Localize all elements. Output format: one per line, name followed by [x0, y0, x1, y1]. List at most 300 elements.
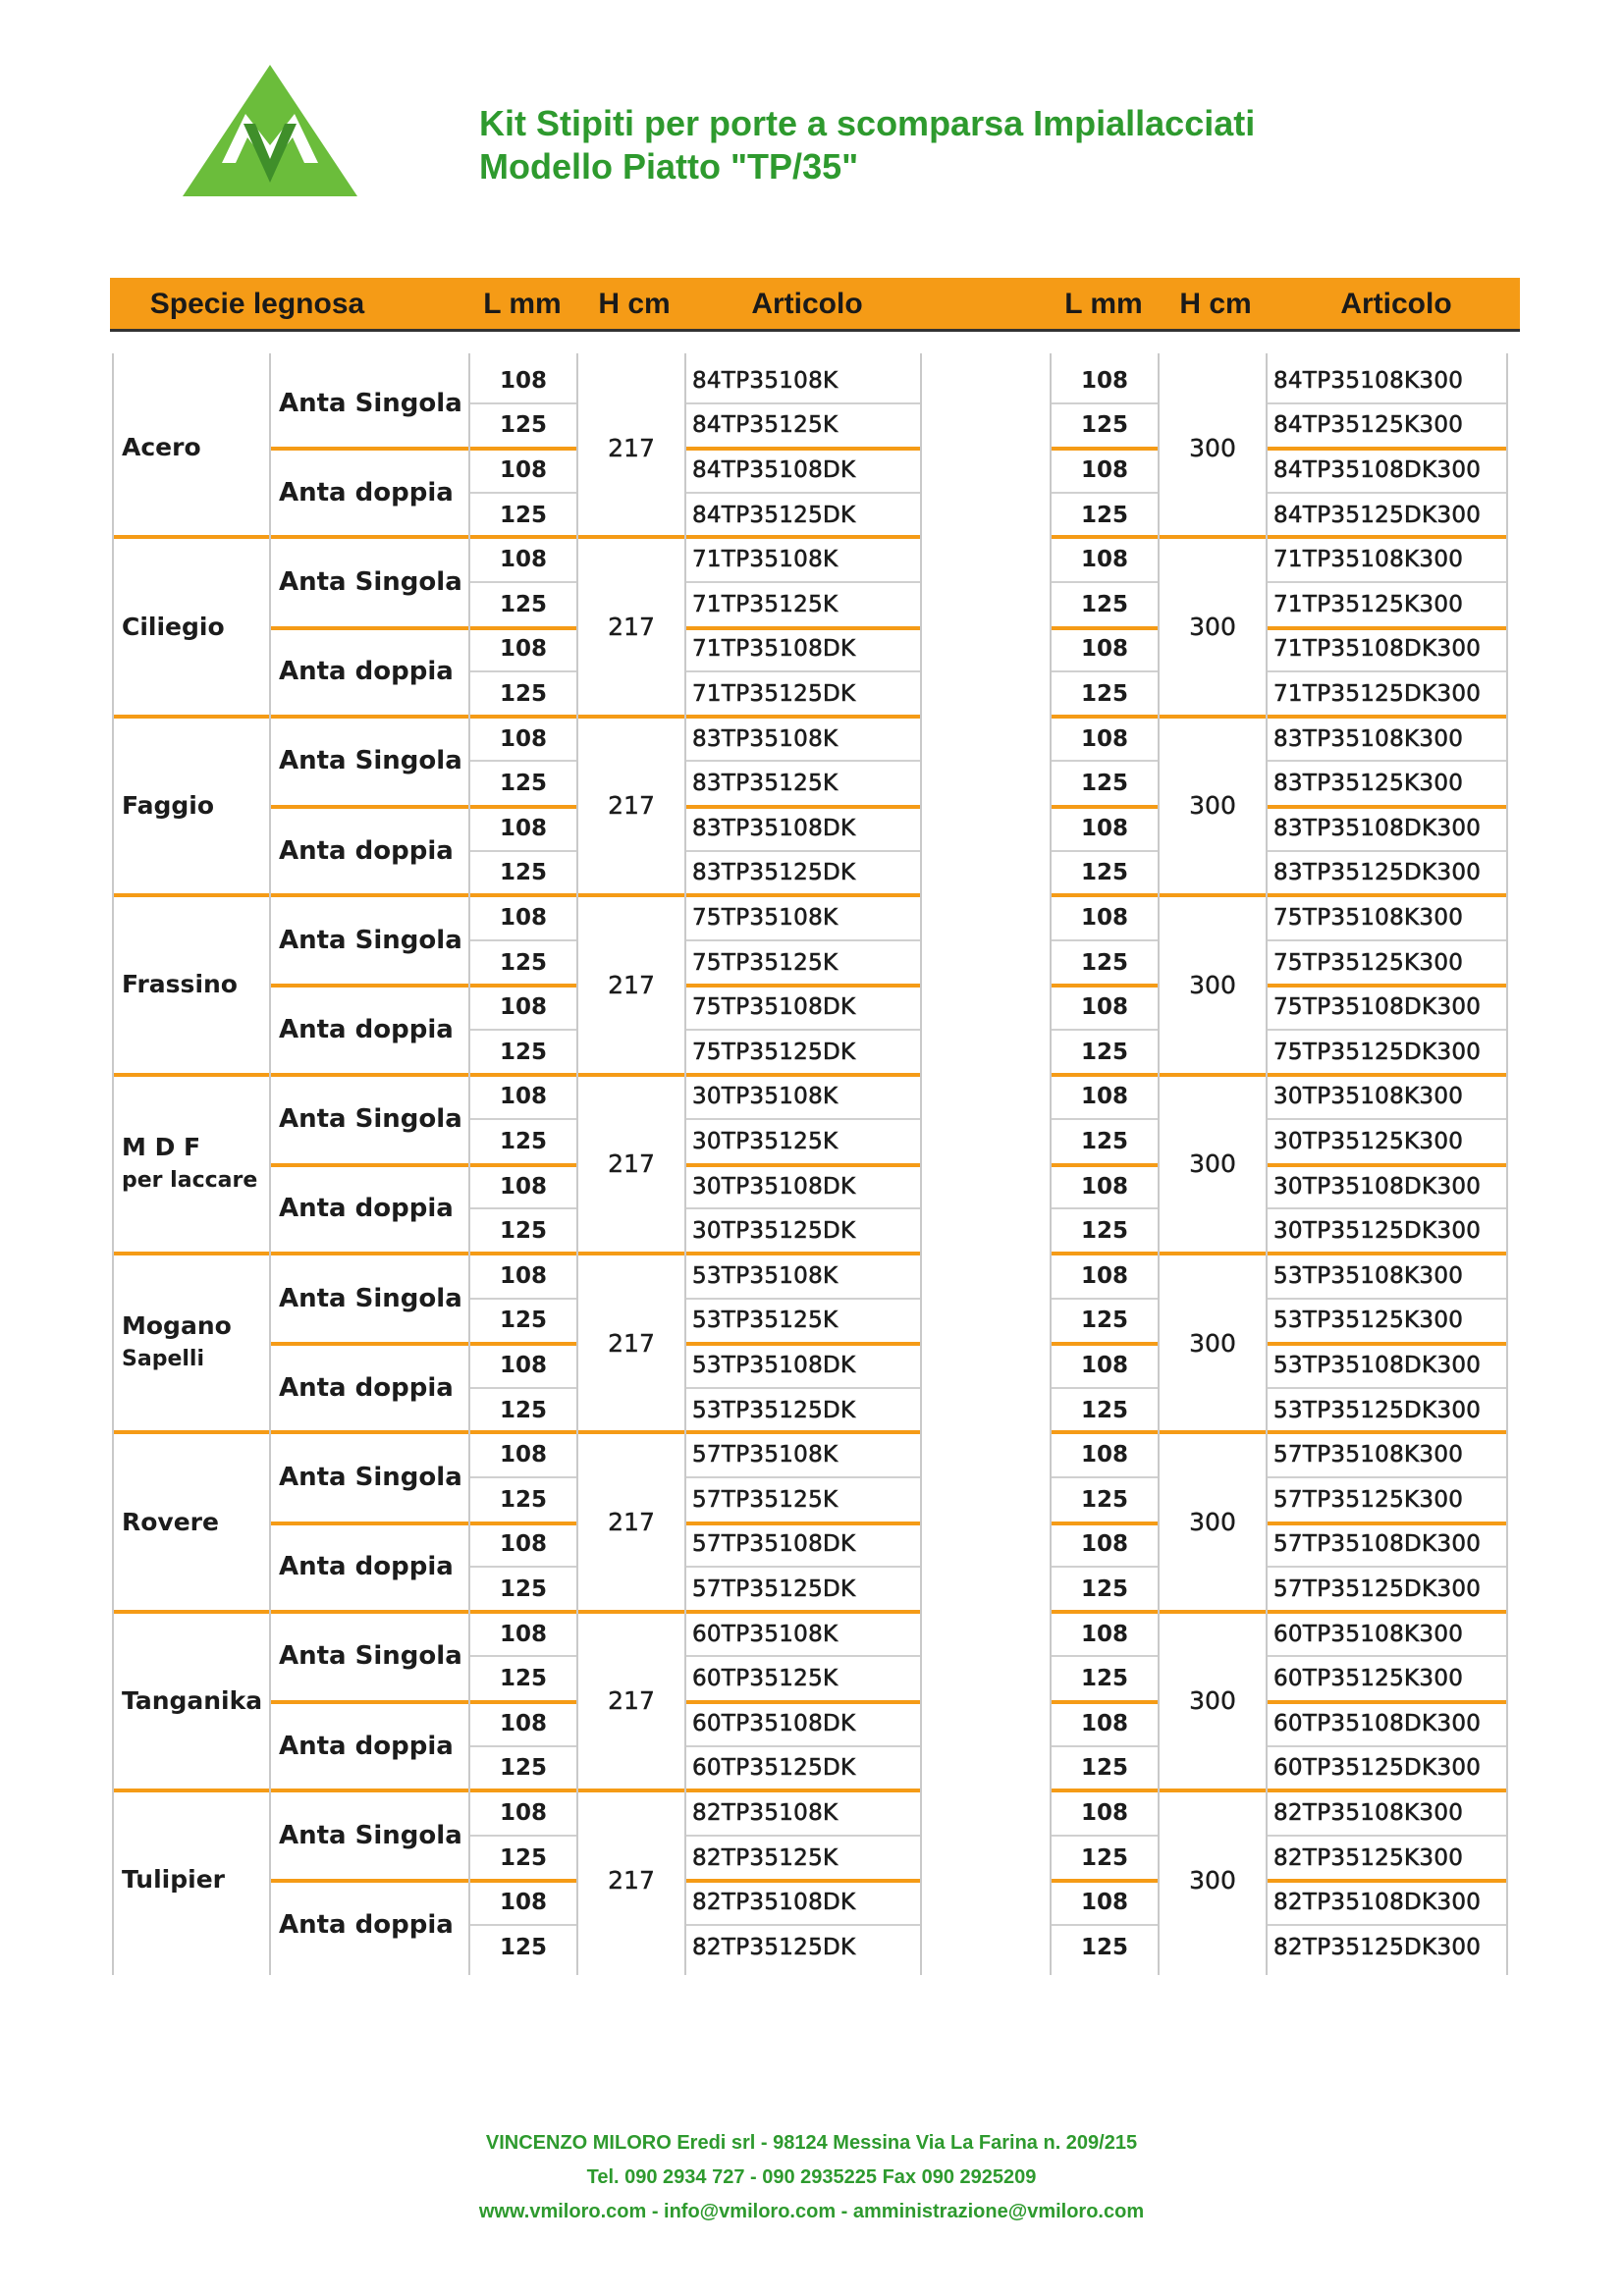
- door-type-single: Anta Singola: [279, 388, 462, 418]
- species-cell: [113, 1790, 270, 1969]
- species-name: Faggio: [122, 790, 215, 820]
- header-h-cm-217: H cm: [598, 288, 671, 320]
- row-divider: [1267, 1298, 1507, 1300]
- row-divider: [1051, 626, 1159, 630]
- row-divider: [685, 1029, 921, 1031]
- article-code: 75TP35108K: [692, 904, 839, 931]
- group-divider: [1051, 1252, 1507, 1255]
- height-300: 300: [1189, 433, 1236, 462]
- door-type-single: Anta Singola: [279, 566, 462, 597]
- row-divider: [469, 581, 577, 583]
- header-l-mm-300: L mm: [1064, 288, 1143, 320]
- species-cell: [113, 1432, 270, 1611]
- row-divider: [270, 984, 577, 988]
- width-cell: 108: [1080, 1890, 1128, 1916]
- column-divider: [468, 353, 470, 1975]
- width-cell: 125: [1080, 1486, 1128, 1513]
- height-300: 300: [1189, 613, 1236, 642]
- height-217: 217: [608, 613, 655, 642]
- row-divider: [1267, 402, 1507, 404]
- row-divider: [1267, 670, 1507, 672]
- width-cell: 125: [499, 860, 547, 886]
- height-300: 300: [1189, 1328, 1236, 1358]
- article-code: 60TP35108DK300: [1273, 1710, 1482, 1736]
- article-code: 71TP35108K300: [1273, 547, 1464, 573]
- article-code: 60TP35108DK: [692, 1710, 856, 1736]
- column-divider: [920, 353, 922, 1975]
- width-cell: 125: [499, 1844, 547, 1871]
- row-divider: [685, 939, 921, 941]
- row-divider: [1267, 1342, 1507, 1346]
- article-code: 75TP35108K300: [1273, 904, 1464, 931]
- width-cell: 125: [1080, 1934, 1128, 1960]
- article-code: 53TP35108DK300: [1273, 1352, 1482, 1378]
- header-species: Specie legnosa: [149, 288, 365, 320]
- door-type-double: Anta doppia: [279, 1552, 454, 1582]
- width-cell: 108: [499, 904, 547, 931]
- group-divider: [113, 1073, 921, 1077]
- width-cell: 108: [1080, 1621, 1128, 1647]
- article-code: 82TP35125DK: [692, 1934, 856, 1960]
- species-name: Tanganika: [122, 1685, 263, 1715]
- row-divider: [685, 1879, 921, 1883]
- width-cell: 125: [1080, 949, 1128, 976]
- door-type-double: Anta doppia: [279, 657, 454, 687]
- article-code: 75TP35125K300: [1273, 949, 1464, 976]
- row-divider: [1267, 1879, 1507, 1883]
- article-code: 84TP35125K: [692, 412, 839, 439]
- article-code: 83TP35125DK300: [1273, 860, 1482, 886]
- door-type-double: Anta doppia: [279, 1372, 454, 1403]
- width-cell: 125: [499, 1934, 547, 1960]
- row-divider: [685, 1298, 921, 1300]
- row-divider: [1051, 1924, 1159, 1926]
- species-name: Acero: [122, 433, 201, 462]
- row-divider: [1051, 1522, 1159, 1525]
- row-divider: [1051, 1387, 1159, 1389]
- row-divider: [685, 581, 921, 583]
- width-cell: 108: [499, 367, 547, 394]
- group-divider: [113, 535, 921, 539]
- row-divider: [685, 1700, 921, 1704]
- row-divider: [469, 1387, 577, 1389]
- species-subname: per laccare: [122, 1167, 258, 1193]
- door-type-single: Anta Singola: [279, 1104, 462, 1135]
- row-divider: [1051, 939, 1159, 941]
- row-divider: [469, 402, 577, 404]
- width-cell: 125: [499, 771, 547, 797]
- article-code: 84TP35125DK: [692, 502, 856, 528]
- article-code: 53TP35125DK: [692, 1397, 856, 1423]
- header-l-mm-217: L mm: [483, 288, 562, 320]
- row-divider: [1051, 492, 1159, 494]
- width-cell: 108: [499, 994, 547, 1021]
- row-divider: [1267, 850, 1507, 852]
- door-type-double: Anta doppia: [279, 1731, 454, 1761]
- width-cell: 108: [499, 547, 547, 573]
- row-divider: [1051, 1342, 1159, 1346]
- width-cell: 125: [499, 412, 547, 439]
- article-code: 57TP35125DK300: [1273, 1575, 1482, 1602]
- row-divider: [1051, 1879, 1159, 1883]
- door-type-single: Anta Singola: [279, 1641, 462, 1672]
- row-divider: [685, 1655, 921, 1657]
- article-code: 83TP35108K: [692, 725, 839, 752]
- article-code: 71TP35108DK: [692, 636, 856, 663]
- width-cell: 108: [1080, 904, 1128, 931]
- article-code: 60TP35125K: [692, 1666, 839, 1692]
- height-300: 300: [1189, 1508, 1236, 1537]
- row-divider: [270, 1700, 577, 1704]
- row-divider: [1051, 1745, 1159, 1747]
- row-divider: [685, 626, 921, 630]
- door-type-double: Anta doppia: [279, 835, 454, 866]
- row-divider: [685, 1924, 921, 1926]
- row-divider: [1051, 1700, 1159, 1704]
- species-cell: [113, 358, 270, 537]
- row-divider: [1267, 939, 1507, 941]
- row-divider: [469, 1476, 577, 1478]
- row-divider: [469, 1655, 577, 1657]
- article-code: 57TP35125K: [692, 1486, 839, 1513]
- group-divider: [113, 1430, 921, 1434]
- width-cell: 108: [1080, 994, 1128, 1021]
- width-cell: 108: [499, 815, 547, 841]
- article-code: 82TP35108K: [692, 1799, 839, 1826]
- column-divider: [1158, 353, 1160, 1975]
- width-cell: 108: [1080, 1799, 1128, 1826]
- article-code: 30TP35108DK300: [1273, 1173, 1482, 1200]
- article-code: 82TP35108K300: [1273, 1799, 1464, 1826]
- article-code: 84TP35125DK300: [1273, 502, 1482, 528]
- width-cell: 125: [499, 1575, 547, 1602]
- width-cell: 108: [499, 1352, 547, 1378]
- row-divider: [1051, 1118, 1159, 1120]
- door-type-single: Anta Singola: [279, 1462, 462, 1492]
- article-code: 75TP35125K: [692, 949, 839, 976]
- header-articolo-300: Articolo: [1340, 288, 1452, 320]
- species-name: Tulipier: [122, 1865, 225, 1895]
- article-code: 83TP35125K: [692, 771, 839, 797]
- width-cell: 108: [1080, 1352, 1128, 1378]
- article-code: 30TP35125DK300: [1273, 1218, 1482, 1245]
- height-300: 300: [1189, 970, 1236, 999]
- article-code: 60TP35125DK: [692, 1755, 856, 1782]
- width-cell: 125: [499, 591, 547, 617]
- width-cell: 108: [1080, 1173, 1128, 1200]
- species-name: Frassino: [122, 970, 238, 999]
- row-divider: [469, 1566, 577, 1568]
- article-code: 82TP35125K300: [1273, 1844, 1464, 1871]
- article-code: 84TP35125K300: [1273, 412, 1464, 439]
- row-divider: [1267, 1029, 1507, 1031]
- row-divider: [1051, 670, 1159, 672]
- header-articolo-217: Articolo: [751, 288, 863, 320]
- row-divider: [1267, 1700, 1507, 1704]
- width-cell: 108: [499, 1799, 547, 1826]
- row-divider: [469, 1118, 577, 1120]
- article-code: 82TP35125DK300: [1273, 1934, 1482, 1960]
- row-divider: [1051, 1207, 1159, 1209]
- article-code: 71TP35108DK300: [1273, 636, 1482, 663]
- column-divider: [1050, 353, 1052, 1975]
- width-cell: 125: [1080, 1128, 1128, 1154]
- row-divider: [1051, 1476, 1159, 1478]
- width-cell: 125: [499, 1128, 547, 1154]
- width-cell: 125: [499, 502, 547, 528]
- row-divider: [469, 1298, 577, 1300]
- width-cell: 125: [1080, 1397, 1128, 1423]
- group-divider: [113, 1252, 921, 1255]
- height-217: 217: [608, 791, 655, 821]
- row-divider: [1267, 581, 1507, 583]
- row-divider: [1267, 1835, 1507, 1837]
- article-code: 60TP35108K: [692, 1621, 839, 1647]
- width-cell: 125: [499, 949, 547, 976]
- row-divider: [685, 1566, 921, 1568]
- article-code: 82TP35108DK: [692, 1890, 856, 1916]
- door-type-single: Anta Singola: [279, 746, 462, 776]
- width-cell: 125: [499, 1397, 547, 1423]
- row-divider: [685, 1835, 921, 1837]
- row-divider: [685, 1522, 921, 1525]
- row-divider: [469, 850, 577, 852]
- width-cell: 108: [1080, 815, 1128, 841]
- row-divider: [685, 1118, 921, 1120]
- article-code: 30TP35125K300: [1273, 1128, 1464, 1154]
- width-cell: 125: [499, 1308, 547, 1334]
- height-217: 217: [608, 433, 655, 462]
- row-divider: [1267, 984, 1507, 988]
- article-code: 71TP35108K: [692, 547, 839, 573]
- door-type-single: Anta Singola: [279, 1283, 462, 1313]
- row-divider: [685, 492, 921, 494]
- article-code: 82TP35125K: [692, 1844, 839, 1871]
- article-code: 53TP35108K: [692, 1262, 839, 1289]
- article-code: 60TP35125K300: [1273, 1666, 1464, 1692]
- column-divider: [269, 353, 271, 1975]
- row-divider: [1051, 1298, 1159, 1300]
- species-subname: Sapelli: [122, 1347, 204, 1372]
- width-cell: 125: [1080, 1755, 1128, 1782]
- width-cell: 125: [1080, 771, 1128, 797]
- width-cell: 125: [1080, 680, 1128, 707]
- width-cell: 108: [1080, 725, 1128, 752]
- article-code: 83TP35108DK: [692, 815, 856, 841]
- width-cell: 125: [1080, 1575, 1128, 1602]
- article-code: 71TP35125DK300: [1273, 680, 1482, 707]
- width-cell: 108: [1080, 367, 1128, 394]
- article-code: 57TP35108K300: [1273, 1442, 1464, 1468]
- row-divider: [469, 670, 577, 672]
- article-code: 83TP35125K300: [1273, 771, 1464, 797]
- width-cell: 108: [499, 1084, 547, 1110]
- article-code: 75TP35108DK: [692, 994, 856, 1021]
- article-code: 53TP35125K300: [1273, 1308, 1464, 1334]
- row-divider: [469, 939, 577, 941]
- row-divider: [1267, 626, 1507, 630]
- row-divider: [1267, 1387, 1507, 1389]
- species-cell: [113, 1075, 270, 1254]
- height-217: 217: [608, 1508, 655, 1537]
- species-cell: [113, 895, 270, 1074]
- width-cell: 108: [1080, 636, 1128, 663]
- row-divider: [1267, 1163, 1507, 1167]
- row-divider: [685, 1207, 921, 1209]
- title-line-1: Kit Stipiti per porte a scomparsa Impiallacciati: [479, 103, 1256, 143]
- article-code: 57TP35125K300: [1273, 1486, 1464, 1513]
- group-divider: [113, 893, 921, 897]
- row-divider: [1267, 760, 1507, 762]
- article-code: 84TP35108K: [692, 367, 839, 394]
- row-divider: [1051, 581, 1159, 583]
- article-code: 84TP35108DK: [692, 456, 856, 483]
- row-divider: [469, 1029, 577, 1031]
- row-divider: [1267, 1745, 1507, 1747]
- height-300: 300: [1189, 791, 1236, 821]
- article-code: 57TP35125DK: [692, 1575, 856, 1602]
- article-code: 75TP35125DK: [692, 1039, 856, 1065]
- row-divider: [1267, 447, 1507, 451]
- row-divider: [685, 760, 921, 762]
- row-divider: [685, 1476, 921, 1478]
- article-code: 83TP35125DK: [692, 860, 856, 886]
- width-cell: 125: [1080, 502, 1128, 528]
- height-300: 300: [1189, 1149, 1236, 1179]
- width-cell: 125: [1080, 1218, 1128, 1245]
- column-divider: [1266, 353, 1268, 1975]
- row-divider: [270, 805, 577, 809]
- row-divider: [1267, 1566, 1507, 1568]
- article-code: 53TP35125DK300: [1273, 1397, 1482, 1423]
- width-cell: 125: [499, 680, 547, 707]
- door-type-double: Anta doppia: [279, 1194, 454, 1224]
- width-cell: 108: [499, 1710, 547, 1736]
- group-divider: [1051, 535, 1507, 539]
- height-300: 300: [1189, 1686, 1236, 1716]
- width-cell: 125: [1080, 1308, 1128, 1334]
- door-type-double: Anta doppia: [279, 1909, 454, 1940]
- group-divider: [1051, 715, 1507, 719]
- row-divider: [1267, 1522, 1507, 1525]
- group-divider: [1051, 1430, 1507, 1434]
- row-divider: [685, 1745, 921, 1747]
- width-cell: 108: [1080, 1084, 1128, 1110]
- group-divider: [113, 715, 921, 719]
- article-code: 57TP35108K: [692, 1442, 839, 1468]
- door-type-single: Anta Singola: [279, 925, 462, 955]
- article-code: 71TP35125K: [692, 591, 839, 617]
- row-divider: [1051, 984, 1159, 988]
- row-divider: [1267, 805, 1507, 809]
- row-divider: [1051, 1835, 1159, 1837]
- article-code: 53TP35125K: [692, 1308, 839, 1334]
- title-line-2: Modello Piatto "TP/35": [479, 146, 859, 187]
- group-divider: [1051, 893, 1507, 897]
- article-code: 30TP35108K: [692, 1084, 839, 1110]
- width-cell: 108: [1080, 1262, 1128, 1289]
- row-divider: [1051, 805, 1159, 809]
- row-divider: [1267, 1924, 1507, 1926]
- article-code: 57TP35108DK300: [1273, 1531, 1482, 1558]
- width-cell: 108: [1080, 1710, 1128, 1736]
- article-code: 75TP35108DK300: [1273, 994, 1482, 1021]
- article-code: 30TP35125K: [692, 1128, 839, 1154]
- height-217: 217: [608, 1149, 655, 1179]
- column-divider: [1506, 353, 1508, 1975]
- row-divider: [1267, 1655, 1507, 1657]
- article-code: 82TP35108DK300: [1273, 1890, 1482, 1916]
- row-divider: [685, 984, 921, 988]
- width-cell: 108: [1080, 456, 1128, 483]
- width-cell: 125: [1080, 412, 1128, 439]
- footer-company: VINCENZO MILORO Eredi srl - 98124 Messina Via La Farina n. 209/215: [485, 2132, 1138, 2154]
- width-cell: 108: [499, 1262, 547, 1289]
- row-divider: [685, 670, 921, 672]
- article-code: 75TP35125DK300: [1273, 1039, 1482, 1065]
- article-code: 71TP35125K300: [1273, 591, 1464, 617]
- width-cell: 108: [499, 636, 547, 663]
- width-cell: 125: [1080, 860, 1128, 886]
- footer-phone: Tel. 090 2934 727 - 090 2935225 Fax 090 2925209: [586, 2166, 1037, 2188]
- door-type-single: Anta Singola: [279, 1820, 462, 1850]
- article-code: 53TP35108DK: [692, 1352, 856, 1378]
- height-217: 217: [608, 1865, 655, 1895]
- height-217: 217: [608, 1328, 655, 1358]
- row-divider: [1267, 1207, 1507, 1209]
- article-code: 83TP35108DK300: [1273, 815, 1482, 841]
- species-name: Rovere: [122, 1507, 219, 1536]
- article-code: 53TP35108K300: [1273, 1262, 1464, 1289]
- row-divider: [469, 492, 577, 494]
- row-divider: [1267, 492, 1507, 494]
- width-cell: 108: [1080, 547, 1128, 573]
- door-type-double: Anta doppia: [279, 1014, 454, 1044]
- width-cell: 108: [499, 1621, 547, 1647]
- row-divider: [270, 1342, 577, 1346]
- height-217: 217: [608, 1686, 655, 1716]
- row-divider: [1051, 1029, 1159, 1031]
- width-cell: 108: [499, 1531, 547, 1558]
- row-divider: [685, 447, 921, 451]
- row-divider: [685, 1163, 921, 1167]
- species-name: Mogano: [122, 1311, 232, 1341]
- footer-web: www.vmiloro.com - info@vmiloro.com - amministrazione@vmiloro.com: [478, 2201, 1145, 2222]
- row-divider: [685, 1387, 921, 1389]
- height-300: 300: [1189, 1865, 1236, 1895]
- width-cell: 108: [1080, 1442, 1128, 1468]
- width-cell: 125: [1080, 1666, 1128, 1692]
- article-code: 84TP35108DK300: [1273, 456, 1482, 483]
- row-divider: [685, 805, 921, 809]
- group-divider: [113, 1789, 921, 1792]
- row-divider: [469, 1745, 577, 1747]
- species-name: Ciliegio: [122, 612, 225, 641]
- row-divider: [685, 402, 921, 404]
- row-divider: [685, 1342, 921, 1346]
- width-cell: 108: [499, 1442, 547, 1468]
- width-cell: 108: [499, 456, 547, 483]
- row-divider: [685, 850, 921, 852]
- article-code: 60TP35125DK300: [1273, 1755, 1482, 1782]
- row-divider: [1267, 1476, 1507, 1478]
- article-code: 30TP35108K300: [1273, 1084, 1464, 1110]
- width-cell: 125: [1080, 1844, 1128, 1871]
- width-cell: 108: [1080, 1531, 1128, 1558]
- width-cell: 125: [1080, 591, 1128, 617]
- row-divider: [270, 1163, 577, 1167]
- row-divider: [469, 760, 577, 762]
